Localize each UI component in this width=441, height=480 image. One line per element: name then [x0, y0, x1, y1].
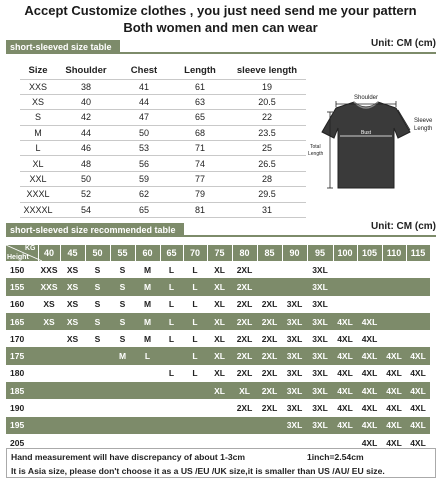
- size-table-header-row: [20, 63, 306, 79]
- kg-header-cell: 65: [160, 245, 183, 261]
- note-inch-conversion: 1inch=2.54cm: [307, 452, 364, 462]
- recommend-cell: [85, 417, 110, 434]
- size-table-cell: 74: [172, 156, 228, 171]
- recommend-cell: 4XL: [357, 365, 382, 382]
- recommend-cell: XL: [232, 382, 257, 399]
- recommend-cell: 4XL: [333, 399, 357, 416]
- recommend-cell: [382, 313, 406, 330]
- recommend-cell: XS: [38, 296, 60, 313]
- height-cell: 165: [6, 313, 38, 330]
- recommend-table-unit: Unit: CM (cm): [371, 221, 436, 232]
- recommend-cell: 3XL: [307, 347, 333, 364]
- recommend-cell: 2XL: [232, 296, 257, 313]
- recommend-cell: M: [135, 313, 160, 330]
- recommend-cell: [357, 278, 382, 295]
- recommend-cell: 3XL: [282, 330, 307, 347]
- recommend-header-row: [6, 245, 430, 261]
- column-header: sleeve length: [228, 63, 306, 79]
- recommend-row: [6, 313, 430, 330]
- recommend-cell: [282, 278, 307, 295]
- size-table-cell: 19: [228, 79, 306, 94]
- size-table-cell: 47: [116, 110, 172, 125]
- size-table-cell: 20.5: [228, 94, 306, 109]
- recommend-cell: 4XL: [333, 417, 357, 434]
- size-table-cell: 56: [116, 156, 172, 171]
- recommend-cell: [135, 399, 160, 416]
- recommend-cell: [207, 417, 232, 434]
- diagram-label-sleeve: Sleeve: [414, 118, 433, 124]
- recommend-cell: 3XL: [282, 399, 307, 416]
- recommend-cell: [382, 330, 406, 347]
- recommend-cell: S: [110, 296, 135, 313]
- recommend-cell: L: [183, 330, 207, 347]
- diagram-label-total: Total: [310, 144, 321, 150]
- recommend-cell: 3XL: [307, 330, 333, 347]
- recommend-cell: M: [135, 330, 160, 347]
- height-cell: 155: [6, 278, 38, 295]
- recommend-cell: [110, 382, 135, 399]
- size-table-cell: 63: [172, 94, 228, 109]
- kg-header-cell: 50: [85, 245, 110, 261]
- recommend-cell: 4XL: [333, 382, 357, 399]
- size-table-cell: 81: [172, 202, 228, 217]
- diagram-label-shoulder: Shoulder: [353, 95, 379, 101]
- kg-header-cell: 90: [282, 245, 307, 261]
- kg-header-cell: 45: [60, 245, 85, 261]
- kg-header-cell: 115: [406, 245, 430, 261]
- recommend-cell: [282, 261, 307, 278]
- kg-header-cell: 60: [135, 245, 160, 261]
- recommend-cell: 2XL: [257, 347, 282, 364]
- recommend-cell: [85, 365, 110, 382]
- size-table-cell: 28: [228, 171, 306, 186]
- height-cell: 180: [6, 365, 38, 382]
- recommend-cell: 2XL: [232, 313, 257, 330]
- recommend-cell: [85, 399, 110, 416]
- size-table-cell: 25: [228, 141, 306, 156]
- recommend-cell: 4XL: [357, 382, 382, 399]
- recommend-table-section-header: [6, 223, 436, 237]
- size-table-cell: 61: [172, 79, 228, 94]
- recommend-cell: XL: [207, 313, 232, 330]
- size-table-cell: 59: [116, 171, 172, 186]
- size-table-cell: 50: [116, 125, 172, 140]
- recommend-cell: 4XL: [382, 417, 406, 434]
- recommend-cell: 3XL: [307, 278, 333, 295]
- recommend-cell: [406, 278, 430, 295]
- recommend-cell: 4XL: [333, 347, 357, 364]
- recommend-cell: 2XL: [257, 382, 282, 399]
- recommend-cell: 4XL: [382, 347, 406, 364]
- recommend-cell: [135, 382, 160, 399]
- recommend-cell: S: [85, 278, 110, 295]
- recommend-cell: S: [85, 313, 110, 330]
- recommend-cell: M: [110, 347, 135, 364]
- recommend-cell: S: [85, 296, 110, 313]
- recommend-cell: 2XL: [232, 261, 257, 278]
- recommend-cell: L: [183, 261, 207, 278]
- recommend-cell: S: [85, 261, 110, 278]
- recommend-cell: 4XL: [333, 365, 357, 382]
- corner-kg-label: KG: [25, 245, 36, 252]
- recommend-cell: [257, 278, 282, 295]
- recommend-row: [6, 278, 430, 295]
- corner-height-label: Height: [7, 254, 29, 261]
- recommend-cell: L: [160, 278, 183, 295]
- recommend-row: [6, 330, 430, 347]
- size-table-cell: 77: [172, 171, 228, 186]
- size-table-cell: 52: [56, 187, 116, 202]
- kg-header-cell: 100: [333, 245, 357, 261]
- recommend-cell: 4XL: [382, 382, 406, 399]
- notes-box: [6, 448, 436, 478]
- size-table-cell: XXXXL: [20, 202, 56, 217]
- recommend-cell: XL: [207, 382, 232, 399]
- size-table-cell: 41: [116, 79, 172, 94]
- size-table-cell: 79: [172, 187, 228, 202]
- height-cell: 170: [6, 330, 38, 347]
- size-table-cell: XXS: [20, 79, 56, 94]
- recommend-cell: [135, 365, 160, 382]
- recommend-cell: XS: [38, 313, 60, 330]
- diagram-label-length: Length: [414, 126, 433, 132]
- recommend-cell: L: [160, 365, 183, 382]
- kg-header-cell: 55: [110, 245, 135, 261]
- recommend-cell: L: [183, 313, 207, 330]
- recommend-cell: L: [135, 347, 160, 364]
- recommend-cell: 4XL: [333, 330, 357, 347]
- recommend-cell: L: [160, 296, 183, 313]
- recommend-cell: [110, 365, 135, 382]
- recommend-cell: 4XL: [382, 365, 406, 382]
- height-cell: 185: [6, 382, 38, 399]
- recommend-cell: L: [183, 347, 207, 364]
- recommend-cell: 3XL: [282, 382, 307, 399]
- recommend-cell: [38, 399, 60, 416]
- recommend-cell: S: [85, 330, 110, 347]
- size-table-cell: 44: [56, 125, 116, 140]
- recommend-cell: 4XL: [406, 365, 430, 382]
- recommend-cell: [207, 399, 232, 416]
- size-table-cell: 53: [116, 141, 172, 156]
- recommend-cell: S: [110, 278, 135, 295]
- recommend-cell: S: [110, 261, 135, 278]
- size-table-cell: 40: [56, 94, 116, 109]
- recommend-cell: 2XL: [232, 278, 257, 295]
- recommend-cell: S: [110, 313, 135, 330]
- recommend-cell: [257, 417, 282, 434]
- size-table-cell: 29.5: [228, 187, 306, 202]
- size-table-cell: XXL: [20, 171, 56, 186]
- recommend-cell: [60, 347, 85, 364]
- size-table-cell: 48: [56, 156, 116, 171]
- size-table-cell: S: [20, 110, 56, 125]
- section-divider: [6, 52, 436, 54]
- size-table-cell: 23.5: [228, 125, 306, 140]
- recommend-cell: 4XL: [406, 382, 430, 399]
- size-table-cell: 54: [56, 202, 116, 217]
- recommend-cell: L: [160, 313, 183, 330]
- recommend-cell: [85, 347, 110, 364]
- size-table-cell: 22: [228, 110, 306, 125]
- recommend-cell: [333, 278, 357, 295]
- recommend-row: [6, 347, 430, 364]
- recommend-cell: 4XL: [357, 313, 382, 330]
- note-asia-size: It is Asia size, please don't choose it as a US /EU /UK size,it is smaller than US /AU/ EU size.: [11, 466, 385, 476]
- recommend-cell: 3XL: [307, 417, 333, 434]
- recommend-cell: [357, 296, 382, 313]
- recommend-cell: [135, 417, 160, 434]
- size-table-cell: XS: [20, 94, 56, 109]
- recommend-cell: [183, 399, 207, 416]
- recommend-cell: 3XL: [282, 365, 307, 382]
- recommend-cell: [333, 261, 357, 278]
- recommend-cell: 4XL: [333, 313, 357, 330]
- height-cell: 190: [6, 399, 38, 416]
- recommend-cell: 4XL: [357, 399, 382, 416]
- size-table-cell: 62: [116, 187, 172, 202]
- size-table-unit: Unit: CM (cm): [371, 38, 436, 49]
- recommend-cell: XS: [60, 296, 85, 313]
- recommend-row: [6, 296, 430, 313]
- kg-header-cell: 75: [207, 245, 232, 261]
- recommend-cell: 3XL: [282, 296, 307, 313]
- recommend-cell: S: [110, 330, 135, 347]
- recommend-row: [6, 382, 430, 399]
- column-header: Size: [20, 63, 56, 79]
- size-table-row: [20, 141, 306, 156]
- recommend-cell: XS: [60, 313, 85, 330]
- height-cell: 160: [6, 296, 38, 313]
- size-table-row: [20, 125, 306, 140]
- size-table-row: [20, 94, 306, 109]
- size-table-cell: XL: [20, 156, 56, 171]
- recommend-cell: [357, 261, 382, 278]
- recommend-cell: 4XL: [406, 347, 430, 364]
- recommend-row: [6, 261, 430, 278]
- recommend-cell: XXS: [38, 278, 60, 295]
- recommend-cell: 4XL: [406, 399, 430, 416]
- recommend-cell: 4XL: [406, 434, 430, 451]
- column-header: Length: [172, 63, 228, 79]
- recommend-cell: XXS: [38, 261, 60, 278]
- size-table-row: [20, 187, 306, 202]
- height-cell: 150: [6, 261, 38, 278]
- recommend-cell: XL: [207, 278, 232, 295]
- recommend-cell: [160, 399, 183, 416]
- recommend-cell: L: [160, 261, 183, 278]
- recommend-cell: 3XL: [282, 313, 307, 330]
- recommend-cell: 4XL: [357, 347, 382, 364]
- recommend-cell: 3XL: [282, 417, 307, 434]
- recommend-cell: [183, 417, 207, 434]
- recommend-row: [6, 399, 430, 416]
- recommend-cell: [382, 296, 406, 313]
- recommend-table-title: short-sleeved size recommended table: [6, 223, 184, 237]
- kg-header-cell: 85: [257, 245, 282, 261]
- page-header: [0, 2, 441, 36]
- kg-header-cell: 40: [38, 245, 60, 261]
- recommend-cell: [38, 382, 60, 399]
- recommend-cell: [160, 382, 183, 399]
- recommend-cell: 3XL: [282, 347, 307, 364]
- column-header: Shoulder: [56, 63, 116, 79]
- recommend-cell: 3XL: [307, 365, 333, 382]
- size-table-row: [20, 202, 306, 217]
- size-table-cell: 65: [116, 202, 172, 217]
- recommend-row: [6, 417, 430, 434]
- recommend-cell: 2XL: [257, 330, 282, 347]
- size-table-cell: 31: [228, 202, 306, 217]
- size-table-row: [20, 156, 306, 171]
- kg-header-cell: 80: [232, 245, 257, 261]
- recommend-cell: 2XL: [232, 399, 257, 416]
- recommend-cell: [232, 417, 257, 434]
- recommend-cell: 4XL: [382, 399, 406, 416]
- recommend-cell: [110, 417, 135, 434]
- recommend-cell: L: [183, 278, 207, 295]
- diagram-label-bust: Bust: [360, 130, 372, 136]
- recommend-cell: 2XL: [257, 365, 282, 382]
- recommend-cell: [406, 330, 430, 347]
- size-table-section-header: [6, 40, 436, 54]
- recommend-cell: 3XL: [307, 313, 333, 330]
- recommend-cell: M: [135, 278, 160, 295]
- size-table-cell: XXXL: [20, 187, 56, 202]
- recommend-cell: [110, 399, 135, 416]
- kg-header-cell: 95: [307, 245, 333, 261]
- recommend-cell: 4XL: [357, 330, 382, 347]
- recommend-cell: XL: [207, 296, 232, 313]
- recommend-cell: [382, 278, 406, 295]
- column-header: Chest: [116, 63, 172, 79]
- recommend-cell: 4XL: [382, 434, 406, 451]
- size-table-cell: 38: [56, 79, 116, 94]
- section-divider: [6, 235, 436, 237]
- size-table-title: short-sleeved size table: [6, 40, 120, 54]
- recommend-cell: L: [183, 296, 207, 313]
- size-table-cell: 44: [116, 94, 172, 109]
- size-table-cell: 42: [56, 110, 116, 125]
- recommend-cell: 3XL: [307, 261, 333, 278]
- recommend-cell: [60, 382, 85, 399]
- size-table: [20, 63, 306, 218]
- recommend-cell: 3XL: [307, 296, 333, 313]
- size-table-row: [20, 79, 306, 94]
- recommend-cell: M: [135, 296, 160, 313]
- recommend-cell: [60, 417, 85, 434]
- recommend-cell: 2XL: [257, 399, 282, 416]
- recommend-cell: [38, 417, 60, 434]
- header-line-1: Accept Customize clothes , you just need send me your pattern: [24, 3, 417, 18]
- recommend-cell: 4XL: [357, 417, 382, 434]
- header-corner-cell: [6, 245, 38, 261]
- recommend-row: [6, 365, 430, 382]
- recommend-cell: 2XL: [232, 347, 257, 364]
- recommend-cell: [333, 296, 357, 313]
- kg-header-cell: 110: [382, 245, 406, 261]
- recommend-cell: [38, 365, 60, 382]
- recommend-cell: [257, 261, 282, 278]
- size-table-cell: 50: [56, 171, 116, 186]
- recommend-cell: M: [135, 261, 160, 278]
- recommend-cell: XL: [207, 330, 232, 347]
- recommend-cell: [60, 399, 85, 416]
- size-table-cell: 46: [56, 141, 116, 156]
- height-cell: 205: [6, 434, 38, 451]
- recommend-cell: 2XL: [232, 365, 257, 382]
- recommend-cell: [60, 365, 85, 382]
- recommend-cell: 3XL: [307, 382, 333, 399]
- recommend-cell: [382, 261, 406, 278]
- recommend-cell: 2XL: [257, 296, 282, 313]
- recommend-cell: [406, 261, 430, 278]
- recommend-table: [6, 245, 431, 451]
- recommend-cell: 2XL: [232, 330, 257, 347]
- size-table-row: [20, 110, 306, 125]
- kg-header-cell: 70: [183, 245, 207, 261]
- height-cell: 175: [6, 347, 38, 364]
- height-cell: 195: [6, 417, 38, 434]
- size-table-cell: 71: [172, 141, 228, 156]
- recommend-cell: 4XL: [406, 417, 430, 434]
- recommend-cell: 2XL: [257, 313, 282, 330]
- recommend-cell: XL: [207, 347, 232, 364]
- tshirt-diagram: [306, 92, 436, 202]
- recommend-cell: [85, 382, 110, 399]
- size-table-cell: L: [20, 141, 56, 156]
- size-table-cell: 68: [172, 125, 228, 140]
- size-table-cell: M: [20, 125, 56, 140]
- recommend-cell: [183, 382, 207, 399]
- size-table-cell: 26.5: [228, 156, 306, 171]
- header-line-2: Both women and men can wear: [123, 20, 318, 35]
- recommend-cell: XS: [60, 278, 85, 295]
- size-table-row: [20, 171, 306, 186]
- recommend-cell: [160, 347, 183, 364]
- recommend-cell: XS: [60, 330, 85, 347]
- recommend-cell: XS: [60, 261, 85, 278]
- diagram-label-total-length: Length: [308, 151, 324, 157]
- recommend-cell: [406, 296, 430, 313]
- recommend-cell: L: [160, 330, 183, 347]
- size-table-cell: 65: [172, 110, 228, 125]
- recommend-cell: XL: [207, 365, 232, 382]
- recommend-cell: 3XL: [307, 399, 333, 416]
- recommend-cell: [160, 417, 183, 434]
- recommend-cell: XL: [207, 261, 232, 278]
- recommend-cell: L: [183, 365, 207, 382]
- kg-header-cell: 105: [357, 245, 382, 261]
- recommend-cell: 4XL: [357, 434, 382, 451]
- recommend-cell: [38, 347, 60, 364]
- recommend-cell: [38, 330, 60, 347]
- recommend-cell: [406, 313, 430, 330]
- note-measurement: Hand measurement will have discrepancy of about 1-3cm: [11, 452, 246, 462]
